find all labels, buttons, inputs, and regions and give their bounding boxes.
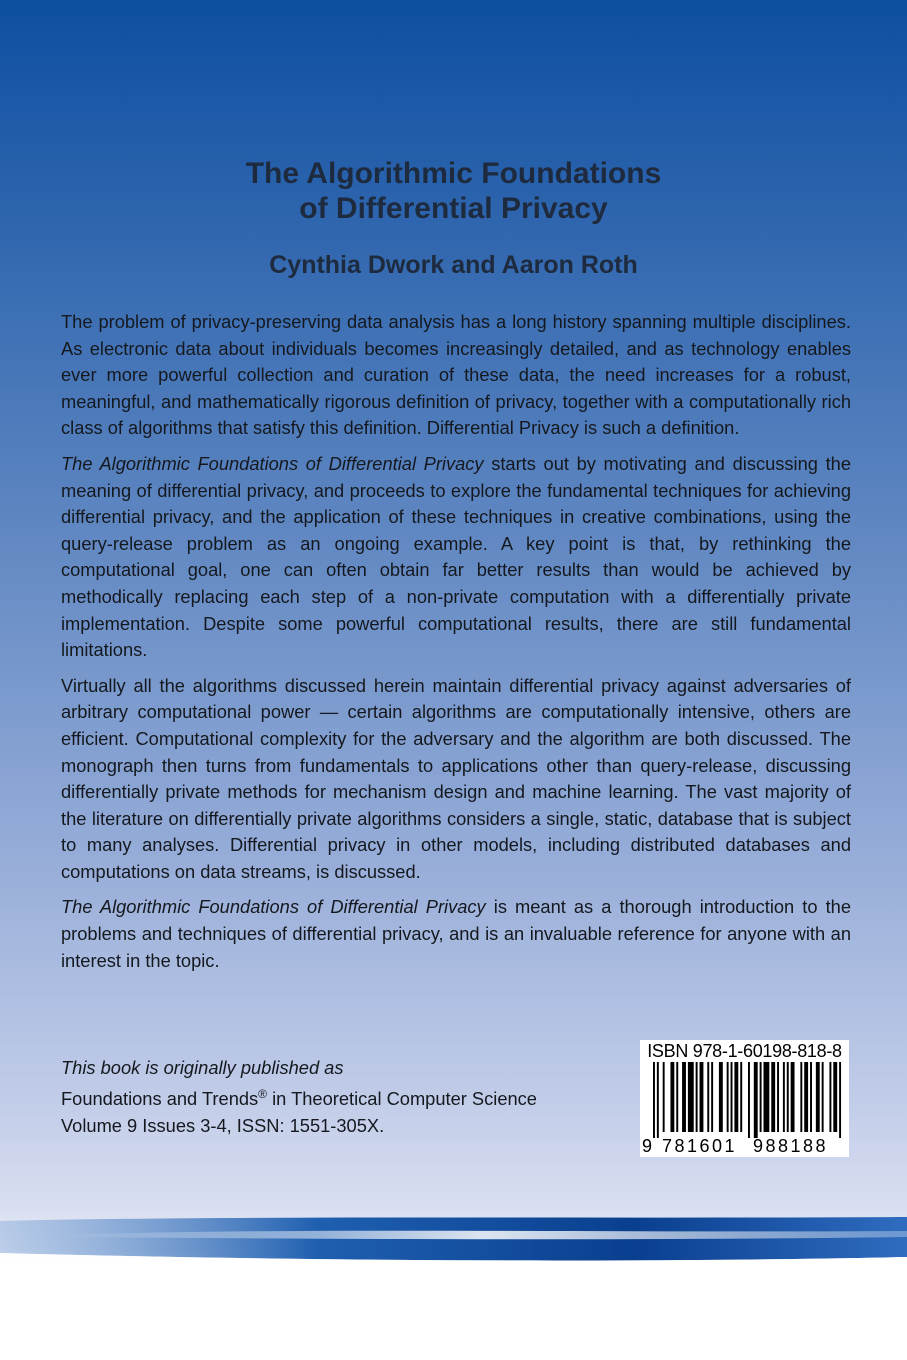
publication-note-intro: This book is originally published as xyxy=(61,1057,344,1078)
barcode-bar xyxy=(719,1062,723,1132)
barcode-bar xyxy=(783,1062,785,1132)
blurb xyxy=(61,309,851,983)
barcode-bar xyxy=(731,1062,733,1132)
barcode-bar xyxy=(760,1062,762,1132)
barcode-bar xyxy=(653,1062,655,1138)
barcode-bar xyxy=(833,1062,837,1132)
barcode-bar xyxy=(670,1062,674,1132)
book-title xyxy=(0,156,907,226)
isbn-digits-left: 781601 xyxy=(662,1136,738,1156)
book-authors: Cynthia Dwork and Aaron Roth xyxy=(269,251,638,279)
title-line-1: The Algorithmic Foundations xyxy=(245,157,662,190)
barcode-bar xyxy=(829,1062,831,1132)
publication-note xyxy=(61,1054,537,1139)
barcode-bar xyxy=(816,1062,820,1132)
barcode-bar xyxy=(740,1062,742,1132)
barcode-bar xyxy=(839,1062,841,1138)
barcode-bar xyxy=(791,1062,795,1132)
barcode-bar xyxy=(663,1062,665,1132)
publication-series: Foundations and Trends® in Theoretical Computer Science xyxy=(61,1087,537,1110)
barcode-bar xyxy=(810,1062,812,1132)
blurb-paragraph-4-title: The Algorithmic Foundations of Differential Privacy xyxy=(61,896,486,918)
blurb-paragraph-3: Virtually all the algorithms discussed herein maintain differential privacy against adversaries of arbitrary computational power — certain algorithms are computationally intensive, others are efficient. Computational complexity for the adversary and the algorithm are both discussed. The monograph then turns from fundamentals to applications other than query-release, discussing differentially private methods for mechanism design and machine learning. The vast majority of the literature on differentially private algorithms considers a single, static, database that is subject to many analyses. Differential privacy in other models, including distributed databases and computations on data streams, is discussed. xyxy=(61,674,851,882)
barcode-bar xyxy=(657,1062,659,1138)
barcode-bar xyxy=(804,1062,808,1132)
blurb-paragraph-2-title: The Algorithmic Foundations of Differential Privacy xyxy=(61,452,484,474)
barcode-bar xyxy=(754,1062,758,1138)
barcode-bar xyxy=(688,1062,694,1132)
barcode-bar xyxy=(764,1062,770,1132)
isbn-label: ISBN 978-1-60198-818-8 xyxy=(647,1041,842,1061)
publication-volume: Volume 9 Issues 3-4, ISSN: 1551-305X. xyxy=(61,1115,385,1137)
barcode-bar xyxy=(822,1062,824,1132)
title-line-2: of Differential Privacy xyxy=(299,192,608,225)
isbn-digits-right: 988188 xyxy=(753,1136,829,1156)
blurb-paragraph-2-text: starts out by motivating and discussing the meaning of differential privacy, and proceeds to explore the fundamental techniques for achieving differential privacy, and the application of these techniques in creative combinations, using the query-release problem as an ongoing example. A key point is that, by rethinking the computational goal, one can often obtain far better results than would be achieved by methodically replacing each step of a non-private computation with a differentially private implementation. Despite some powerful computational results, there are still fundamental limitations. xyxy=(61,452,852,661)
barcode-bar xyxy=(748,1062,750,1138)
blurb-paragraph-1: The problem of privacy-preserving data analysis has a long history spanning multiple disciplines. As electronic data about individuals becomes increasingly detailed, and as technology enables ever more powerful collection and curation of these data, the need increases for a robust, meaningful, and mathematically rigorous definition of privacy, together with a computationally rich class of algorithms that satisfy this definition. Differential Privacy is such a definition. xyxy=(61,311,851,439)
barcode-bar xyxy=(711,1062,713,1132)
blurb-paragraph-4 xyxy=(61,894,851,974)
barcode-bar xyxy=(777,1062,779,1132)
isbn-digit-first: 9 xyxy=(642,1136,653,1156)
barcode-bar xyxy=(700,1062,704,1132)
barcode-bar xyxy=(707,1062,709,1132)
barcode-bar xyxy=(771,1062,775,1132)
decorative-swoosh xyxy=(0,1213,907,1273)
barcode-bar xyxy=(696,1062,698,1132)
blurb-paragraph-4-text: is meant as a thorough introduction to the problems and techniques of differential privacy, and is an invaluable reference for anyone with an interest in the topic. xyxy=(61,896,851,971)
barcode-bars xyxy=(653,1062,843,1138)
isbn-barcode xyxy=(640,1040,849,1157)
barcode-bar xyxy=(734,1062,738,1132)
blurb-paragraph-2 xyxy=(61,451,851,664)
barcode-bar xyxy=(676,1062,678,1132)
barcode-bar xyxy=(787,1062,789,1132)
registered-mark: ® xyxy=(258,1087,268,1101)
barcode-bar xyxy=(682,1062,686,1132)
barcode-bar xyxy=(800,1062,802,1132)
barcode-bar xyxy=(727,1062,729,1132)
